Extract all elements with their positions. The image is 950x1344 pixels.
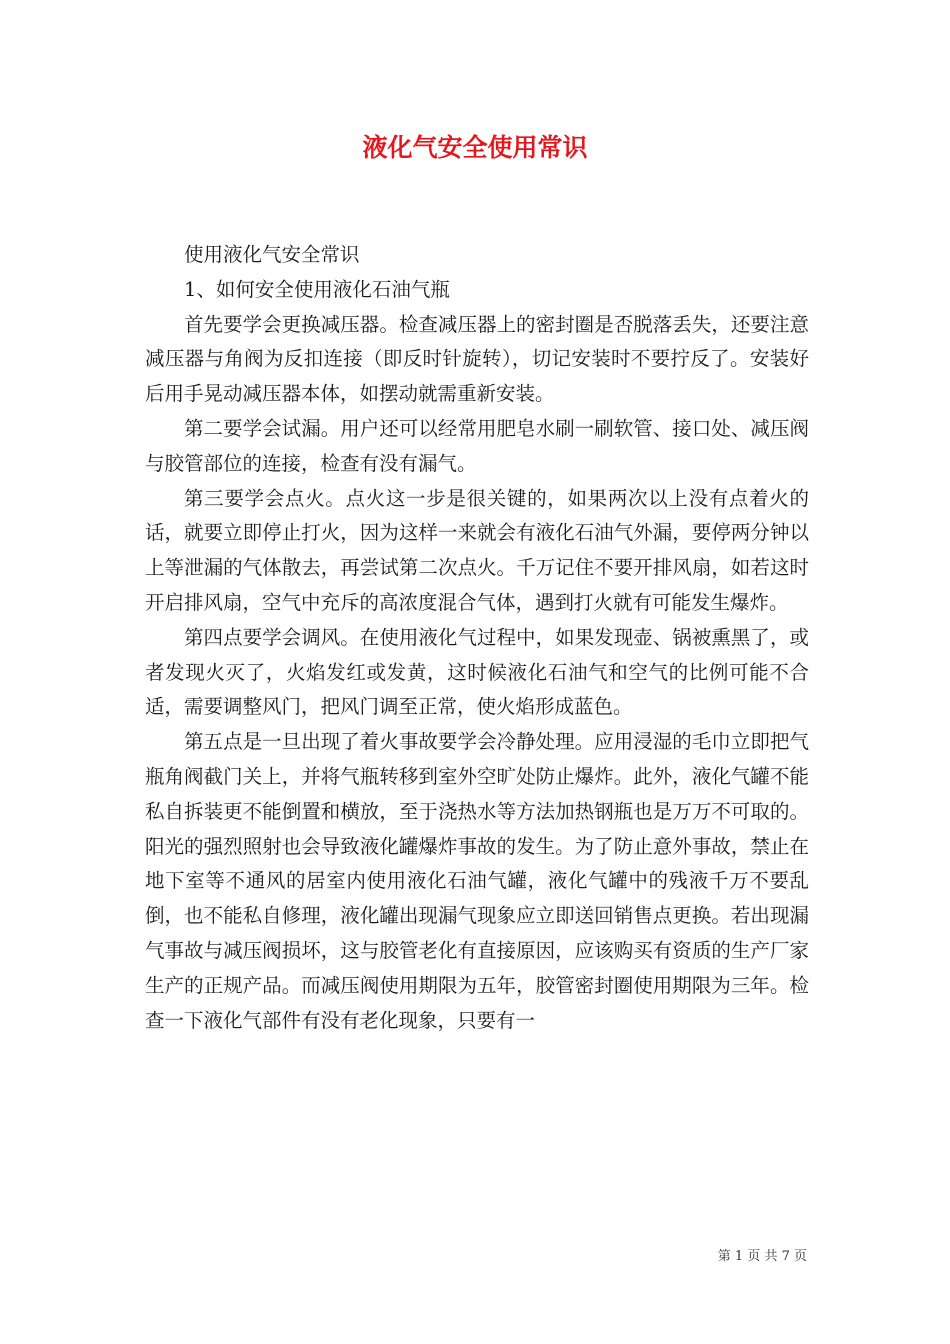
- paragraph-adjust-air: 第四点要学会调风。在使用液化气过程中，如果发现壶、锅被熏黑了，或者发现火灭了，火焰发红或发黄，这时候液化石油气和空气的比例可能不合适，需要调整风门，把风门调至正常，使火焰形成蓝色。: [145, 625, 809, 719]
- section-heading: 使用液化气安全常识: [184, 243, 360, 266]
- paragraph-ignition: 第三要学会点火。点火这一步是很关键的，如果两次以上没有点着火的话，就要立即停止打火，因为这样一来就会有液化石油气外漏，要停两分钟以上等泄漏的气体散去，再尝试第二次点火。千万记住不要开排风扇，如若这时开启排风扇，空气中充斥的高浓度混合气体，遇到打火就有可能发生爆炸。: [145, 486, 809, 614]
- subsection-heading: 1、如何安全使用液化石油气瓶: [184, 277, 450, 301]
- paragraph-leak-test: 第二要学会试漏。用户还可以经常用肥皂水刷一刷软管、接口处、减压阀与胶管部位的连接，检查有没有漏气。: [145, 416, 809, 475]
- document-body: [145, 238, 809, 1038]
- page-number: 第 1 页 共 7 页: [717, 1249, 807, 1264]
- document-title: 液化气安全使用常识: [362, 133, 588, 162]
- paragraph-fire-handling: 第五点是一旦出现了着火事故要学会冷静处理。应用浸湿的毛巾立即把气瓶角阀截门关上，并将气瓶转移到室外空旷处防止爆炸。此外，液化气罐不能私自拆装更不能倒置和横放，至于浇热水等方法加热钢瓶也是万万不可取的。阳光的强烈照射也会导致液化罐爆炸事故的发生。为了防止意外事故，禁止在地下室等不通风的居室内使用液化石油气罐，液化气罐中的残液千万不要乱倒，也不能私自修理，液化罐出现漏气现象应立即送回销售点更换。若出现漏气事故与减压阀损坏，这与胶管老化有直接原因，应该购买有资质的生产厂家生产的正规产品。而减压阀使用期限为五年，胶管密封圈使用期限为三年。检查一下液化气部件有没有老化现象，只要有一: [145, 730, 809, 1032]
- paragraph-replace-regulator: 首先要学会更换减压器。检查减压器上的密封圈是否脱落丢失，还要注意减压器与角阀为反扣连接（即反时针旋转），切记安装时不要拧反了。安装好后用手晃动减压器本体，如摆动就需重新安装。: [145, 312, 809, 406]
